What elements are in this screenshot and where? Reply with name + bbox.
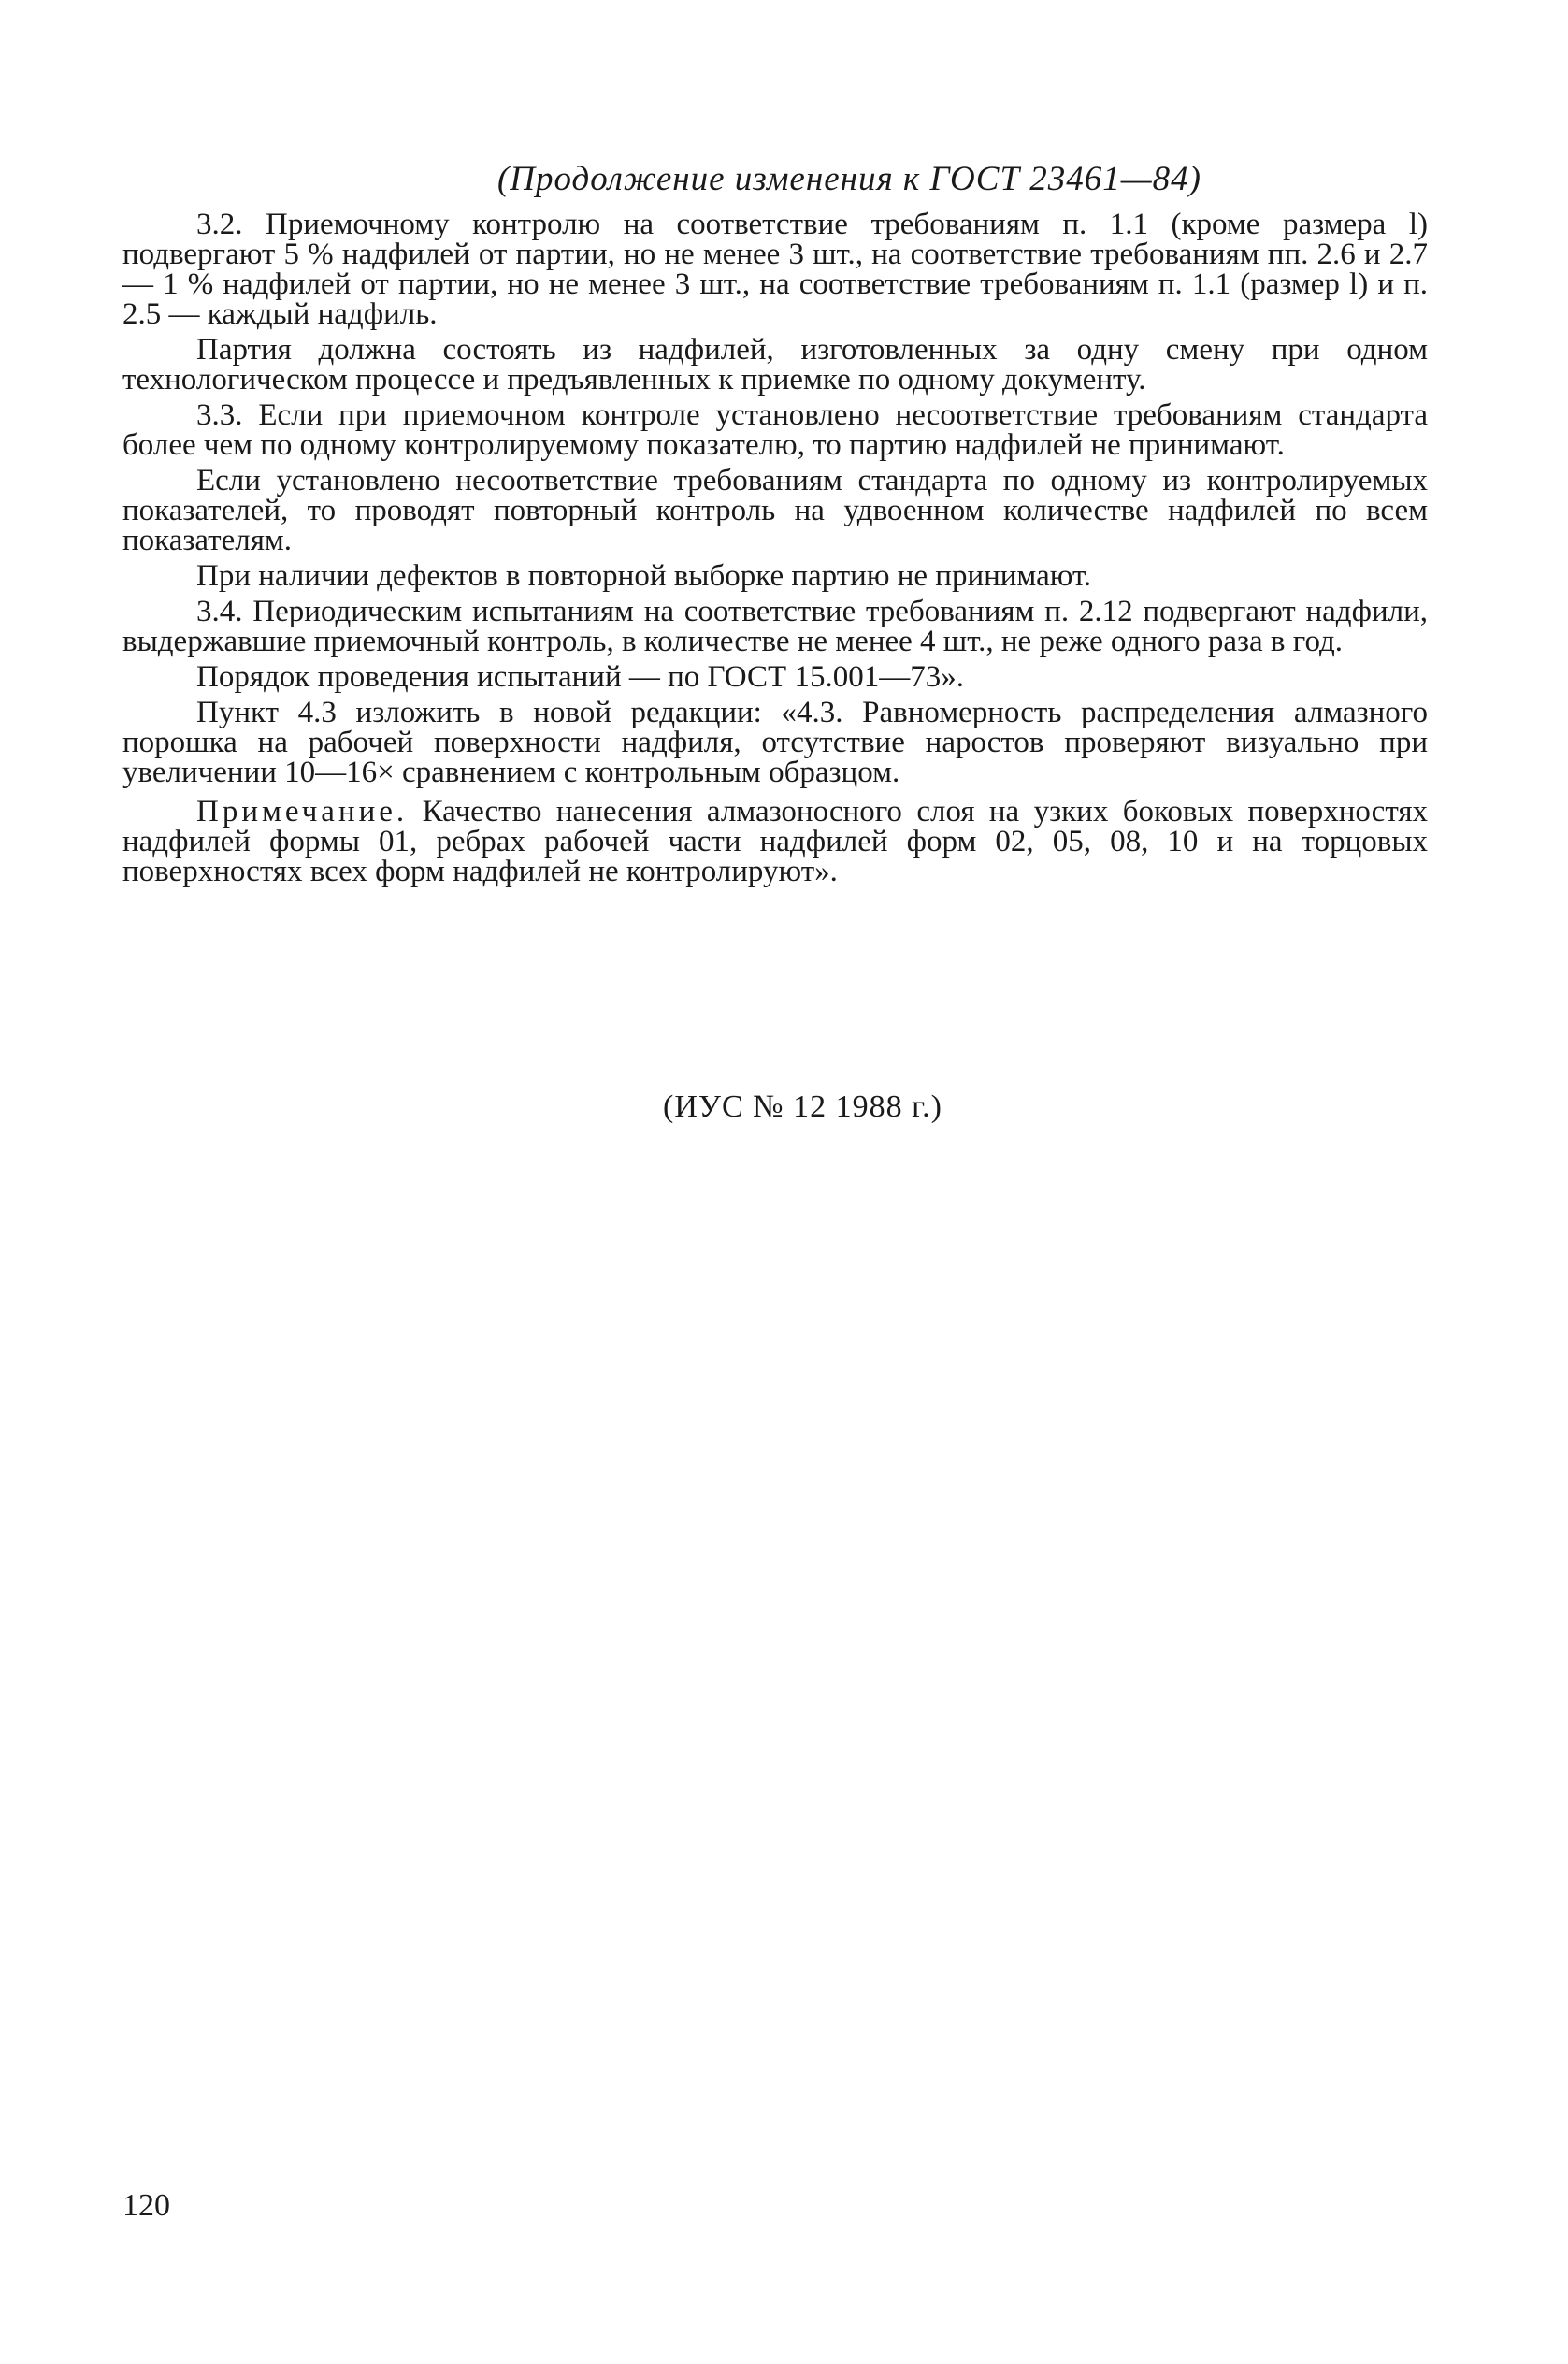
note-paragraph [122,797,1428,886]
paragraph-3-2: 3.2. Приемочному контролю на соответствие требованиям п. 1.1 (кроме размера l) подвергают 5 % надфилей от партии, но не менее 3 шт., на соответствие требованиям пп. 2.6 и 2.7 — 1 % надфилей от партии, но не менее 3 шт., на соответствие требованиям п. 1.1 (размер l) и п. 2.5 — каждый надфиль. [122,208,1428,331]
source-reference [0,1089,1568,1125]
paragraph-defects: При наличии дефектов в повторной выборке партию не принимают. [196,559,1092,593]
paragraph-3-4: 3.4. Периодическим испытаниям на соответствие требованиям п. 2.12 подвергают надфили, выдержавшие приемочный контроль, в количестве не менее 4 шт., не реже одного раза в год. [122,595,1428,658]
page-number: 120 [122,2188,170,2223]
note-text: Качество нанесения алмазоносного слоя на узких боковых поверхностях надфилей формы 01, ребрах рабочей части надфилей форм 02, 05, 08, 10 и на торцовых поверхностях всех форм надфилей не контролируют». [122,795,1428,888]
paragraph-3-3: 3.3. Если при приемочном контроле установлено несоответствие требованиям стандарта более чем по одному контролируемому показателю, то партию надфилей не принимают. [122,398,1428,462]
paragraph-repeat-control: Если установлено несоответствие требованиям стандарта по одному из контролируемых показателей, то проводят повторный контроль на удвоенном количестве надфилей по всем показателям. [122,464,1428,557]
paragraph-4-3: Пункт 4.3 изложить в новой редакции: «4.3. Равномерность распределения алмазного порошка на рабочей поверхности надфиля, отсутствие наростов проверяют визуально при увеличении 10—16× сравнением с контрольным образцом. [122,696,1428,789]
continuation-header: (Продолжение изменения к ГОСТ 23461—84) [496,160,1201,198]
note-label: Примечание. [196,795,409,829]
paragraph-test-order: Порядок проведения испытаний — по ГОСТ 15.001—73». [196,660,964,694]
paragraph-batch: Партия должна состоять из надфилей, изготовленных за одну смену при одном технологическом процессе и предъявленных к приемке по одному документу. [122,333,1428,396]
document-body [122,209,1428,886]
source-reference-text: (ИУС № 12 1988 г.) [663,1089,942,1124]
